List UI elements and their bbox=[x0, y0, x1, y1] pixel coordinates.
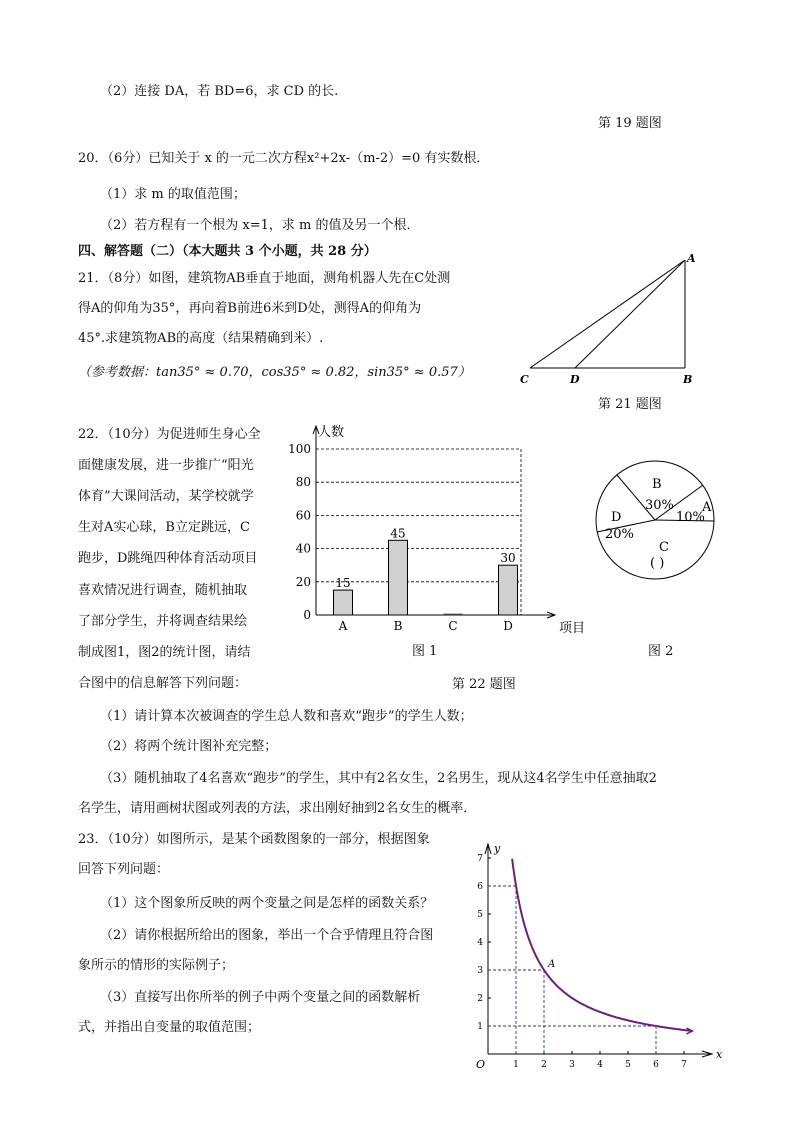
q23-part3-line-2: 式，并指出自变量的取值范围； bbox=[78, 1020, 261, 1035]
q22-part3-line-2: 名学生，请用画树状图或列表的方法，求出刚好抽到2名女生的概率． bbox=[78, 801, 477, 816]
graph-x-tick-label: 3 bbox=[569, 1060, 575, 1070]
q22-line-5: 跑步，D跳绳四种体育活动项目 bbox=[78, 551, 258, 566]
q19-figure-caption: 第 19 题图 bbox=[598, 116, 662, 131]
bar-y-axis-title: 人数 bbox=[318, 425, 345, 440]
graph-x-tick-label: 1 bbox=[513, 1060, 519, 1070]
label-d: D bbox=[570, 373, 580, 386]
q23-part2-line-2: 象所示的情形的实际例子； bbox=[78, 958, 235, 973]
q22-part3-line-1: （3）随机抽取了4名喜欢“跑步”的学生，其中有2名女生，2名男生，现从这4名学生中任意抽取2 bbox=[100, 771, 657, 786]
sight-line-da bbox=[575, 260, 685, 368]
graph-y-tick-label: 1 bbox=[477, 1022, 483, 1032]
q22-line-2: 面健康发展，进一步推广“阳光 bbox=[78, 458, 254, 473]
bar-value-label: 45 bbox=[390, 526, 406, 541]
pie-label-c: C bbox=[659, 540, 669, 555]
pie-pct-d: 20% bbox=[605, 527, 634, 542]
graph-point-a-label: A bbox=[548, 959, 556, 970]
bar-category-label: C bbox=[448, 619, 458, 633]
graph-x-tick-label: 6 bbox=[653, 1060, 659, 1070]
sight-line-ca bbox=[530, 260, 685, 368]
q22-line-3: 体育”大课间活动，某学校就学 bbox=[78, 489, 254, 504]
bar-y-tick-label: 100 bbox=[288, 442, 311, 456]
q23-part3-line-1: （3）直接写出你所举的例子中两个变量之间的函数解析 bbox=[100, 990, 421, 1005]
pie-label-d: D bbox=[611, 510, 622, 525]
graph-origin-label: O bbox=[476, 1058, 486, 1071]
bar-category-label: D bbox=[503, 619, 513, 633]
label-b: B bbox=[683, 373, 693, 386]
bar-value-label: 15 bbox=[335, 576, 351, 591]
q21-line-3: 45°.求建筑物AB的高度（结果精确到米）. bbox=[78, 331, 324, 346]
bar-y-tick-label: 40 bbox=[295, 541, 311, 556]
bar-D bbox=[499, 565, 518, 615]
graph-y-tick-label: 2 bbox=[477, 994, 483, 1004]
q22-figure-2-caption: 图 2 bbox=[648, 644, 674, 659]
graph-y-label: y bbox=[494, 842, 501, 855]
graph-y-tick-label: 6 bbox=[477, 882, 483, 892]
graph-x-tick-label: 2 bbox=[541, 1060, 547, 1070]
q21-figure-caption: 第 21 题图 bbox=[598, 397, 662, 412]
q21-line-2: 得A的仰角为35°，再向着B前进6米到D处，测得A的仰角为 bbox=[78, 301, 422, 316]
graph-y-tick-label: 4 bbox=[477, 938, 483, 948]
q23-line-1: 23．（10分）如图所示，是某个函数图象的一部分，根据图象 bbox=[78, 832, 430, 847]
q22-figure-1-caption: 图 1 bbox=[412, 644, 438, 659]
q22-part1: （1）请计算本次被调查的学生总人数和喜欢“跑步”的学生人数； bbox=[100, 709, 473, 724]
pie-pct-c-blank: ( ) bbox=[650, 556, 665, 571]
q21-reference-data: （参考数据：tan35° ≈ 0.70，cos35° ≈ 0.82，sin35° ≈ 0.57） bbox=[78, 365, 471, 380]
q22-pie-chart bbox=[590, 450, 720, 600]
q23-part1: （1）这个图象所反映的两个变量之间是怎样的函数关系？ bbox=[100, 896, 434, 911]
bar-A bbox=[334, 590, 353, 615]
graph-y-tick-label: 5 bbox=[477, 910, 483, 920]
q19-part2: （2）连接 DA，若 BD=6，求 CD 的长. bbox=[100, 84, 339, 99]
q22-line-8: 制成图1，图2的统计图，请结 bbox=[78, 645, 251, 660]
bar-y-tick-label: 20 bbox=[295, 574, 311, 589]
bar-y-tick-label: 0 bbox=[303, 608, 311, 622]
q22-line-9: 合图中的信息解答下列问题： bbox=[78, 676, 248, 691]
graph-y-tick-label: 3 bbox=[477, 966, 483, 976]
q20-stem: 20．（6分）已知关于 x 的一元二次方程x²+2x-（m-2）=0 有实数根． bbox=[78, 151, 490, 166]
q22-line-6: 喜欢情况进行调查，随机抽取 bbox=[78, 583, 248, 598]
graph-x-tick-label: 5 bbox=[625, 1060, 631, 1070]
q21-line-1: 21．（8分）如图，建筑物AB垂直于地面，测角机器人先在C处测 bbox=[78, 271, 451, 286]
q20-part2: （2）若方程有一个根为 x=1，求 m 的值及另一个根． bbox=[100, 218, 420, 233]
q23-part2-line-1: （2）请你根据所给出的图象，举出一个合乎情理且符合图 bbox=[100, 928, 434, 943]
q22-line-1: 22．（10分）为促进师生身心全 bbox=[78, 427, 261, 442]
bar-category-label: B bbox=[393, 619, 403, 633]
pie-label-a: A bbox=[702, 500, 712, 515]
q22-part2: （2）将两个统计图补充完整； bbox=[100, 739, 278, 754]
graph-y-tick-label: 7 bbox=[477, 854, 483, 864]
bar-y-tick-label: 60 bbox=[295, 508, 311, 523]
bar-B bbox=[389, 540, 408, 615]
bar-value-label: 30 bbox=[500, 551, 516, 566]
bar-x-axis-title: 项目 bbox=[559, 621, 586, 636]
q23-line-2: 回答下列问题： bbox=[78, 862, 170, 877]
pie-pct-a: 10% bbox=[676, 510, 705, 525]
bar-category-label: A bbox=[338, 619, 348, 633]
graph-curve bbox=[512, 859, 691, 1031]
bar-y-tick-label: 80 bbox=[295, 475, 311, 490]
label-c: C bbox=[520, 373, 529, 386]
graph-x-tick-label: 7 bbox=[681, 1060, 687, 1070]
graph-x-tick-label: 4 bbox=[597, 1060, 603, 1070]
q22-figure-group-caption: 第 22 题图 bbox=[452, 677, 516, 692]
pie-pct-b: 30% bbox=[645, 498, 674, 513]
q23-function-graph bbox=[470, 840, 730, 1075]
pie-label-b: B bbox=[652, 477, 662, 492]
label-a: A bbox=[687, 252, 696, 265]
q22-line-7: 了部分学生，并将调查结果绘 bbox=[78, 614, 248, 629]
q20-part1: （1）求 m 的取值范围； bbox=[100, 187, 246, 202]
section-4-heading: 四、解答题（二）（本大题共 3 个小题，共 28 分） bbox=[78, 244, 377, 259]
q22-bar-chart bbox=[282, 420, 586, 640]
q22-line-4: 生对A实心球，B立定跳远，C bbox=[78, 520, 250, 535]
graph-x-label: x bbox=[716, 1048, 723, 1061]
q21-triangle-figure bbox=[515, 252, 705, 392]
